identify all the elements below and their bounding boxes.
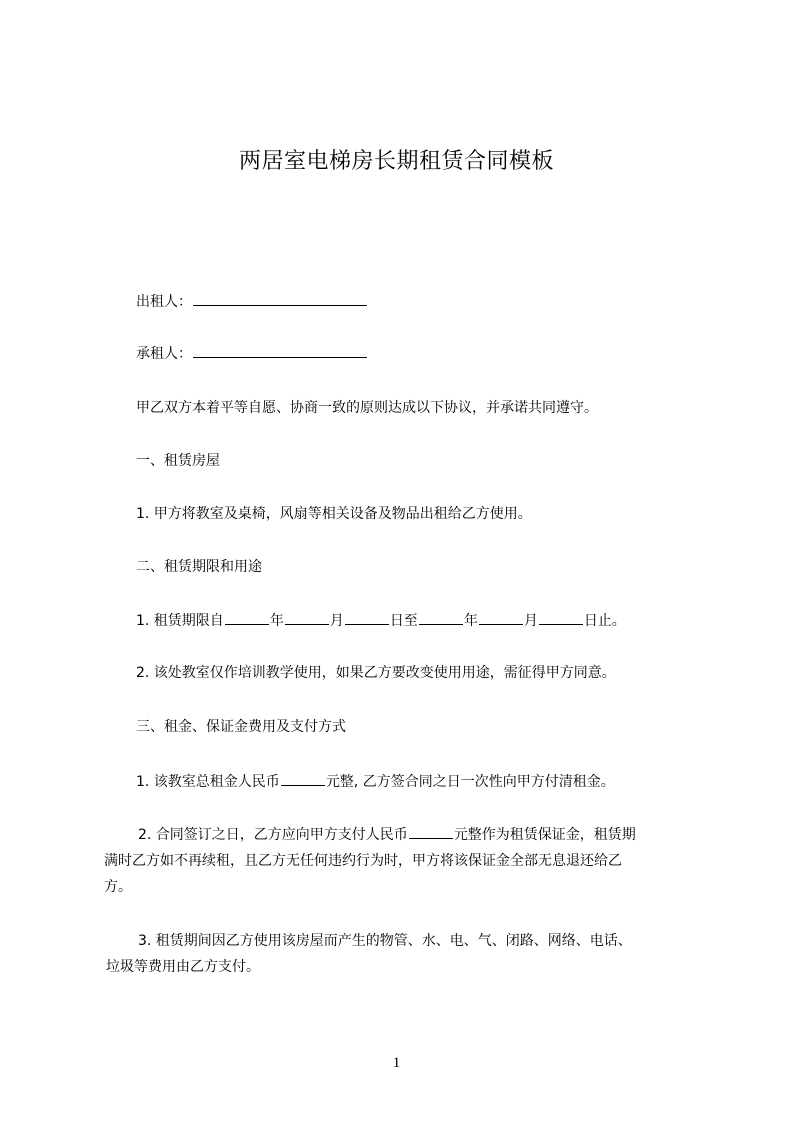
lessee-line <box>136 343 368 364</box>
term-day-to: 日至 <box>389 613 418 629</box>
deposit-line1 <box>136 822 636 848</box>
start-month-blank <box>285 610 329 625</box>
deposit-line2: 满时乙方如不再续租，且乙方无任何违约行为时，甲方将该保证金全部无息退还给乙 <box>104 853 622 869</box>
section2-item2: 2. 该处教室仅作培训教学使用，如果乙方要改变使用用途，需征得甲方同意。 <box>136 665 616 681</box>
lessee-label: 承租人： <box>136 346 192 362</box>
lessor-label: 出租人： <box>136 294 192 310</box>
term-year1: 年 <box>269 613 284 629</box>
document-title: 两居室电梯房长期租赁合同模板 <box>238 149 554 174</box>
section2-heading: 二、租赁期限和用途 <box>136 559 262 575</box>
section3-heading: 三、租金、保证金费用及支付方式 <box>136 719 346 735</box>
deposit-amount-blank <box>409 824 453 839</box>
intro-text: 甲乙双方本着平等自愿、协商一致的原则达成以下协议，并承诺共同遵守。 <box>136 400 598 416</box>
lessor-line <box>136 291 368 312</box>
lessee-blank <box>193 343 367 358</box>
deposit-paragraph <box>104 822 636 900</box>
fees-line2: 垃圾等费用由乙方支付。 <box>106 959 260 975</box>
rent-line <box>136 771 615 792</box>
end-month-blank <box>479 610 523 625</box>
term-year2: 年 <box>463 613 478 629</box>
term-month2: 月 <box>523 613 538 629</box>
lessor-blank <box>193 291 367 306</box>
section1-heading: 一、租赁房屋 <box>136 453 220 469</box>
fees-paragraph <box>106 928 632 980</box>
term-prefix: 1. 租赁期限自 <box>136 613 224 629</box>
start-day-blank <box>345 610 389 625</box>
deposit-suffix: 元整作为租赁保证金，租赁期 <box>453 827 636 843</box>
fees-line1: 3. 租赁期间因乙方使用该房屋而产生的物管、水、电、气、闭路、网络、电话、 <box>138 933 632 949</box>
deposit-prefix: 2. 合同签订之日，乙方应向甲方支付人民币 <box>138 827 408 843</box>
start-year-blank <box>225 610 269 625</box>
page-number: 1 <box>392 1055 401 1071</box>
term-line <box>136 610 626 631</box>
rent-prefix: 1. 该教室总租金人民币 <box>136 774 280 790</box>
rent-suffix: 元整, 乙方签合同之日一次性向甲方付清租金。 <box>325 774 615 790</box>
section1-item1: 1. 甲方将教室及桌椅，风扇等相关设备及物品出租给乙方使用。 <box>136 506 532 522</box>
end-day-blank <box>539 610 583 625</box>
term-month1: 月 <box>329 613 344 629</box>
deposit-line3: 方。 <box>104 879 132 895</box>
term-day-end: 日止。 <box>583 613 626 629</box>
rent-amount-blank <box>281 771 325 786</box>
end-year-blank <box>419 610 463 625</box>
